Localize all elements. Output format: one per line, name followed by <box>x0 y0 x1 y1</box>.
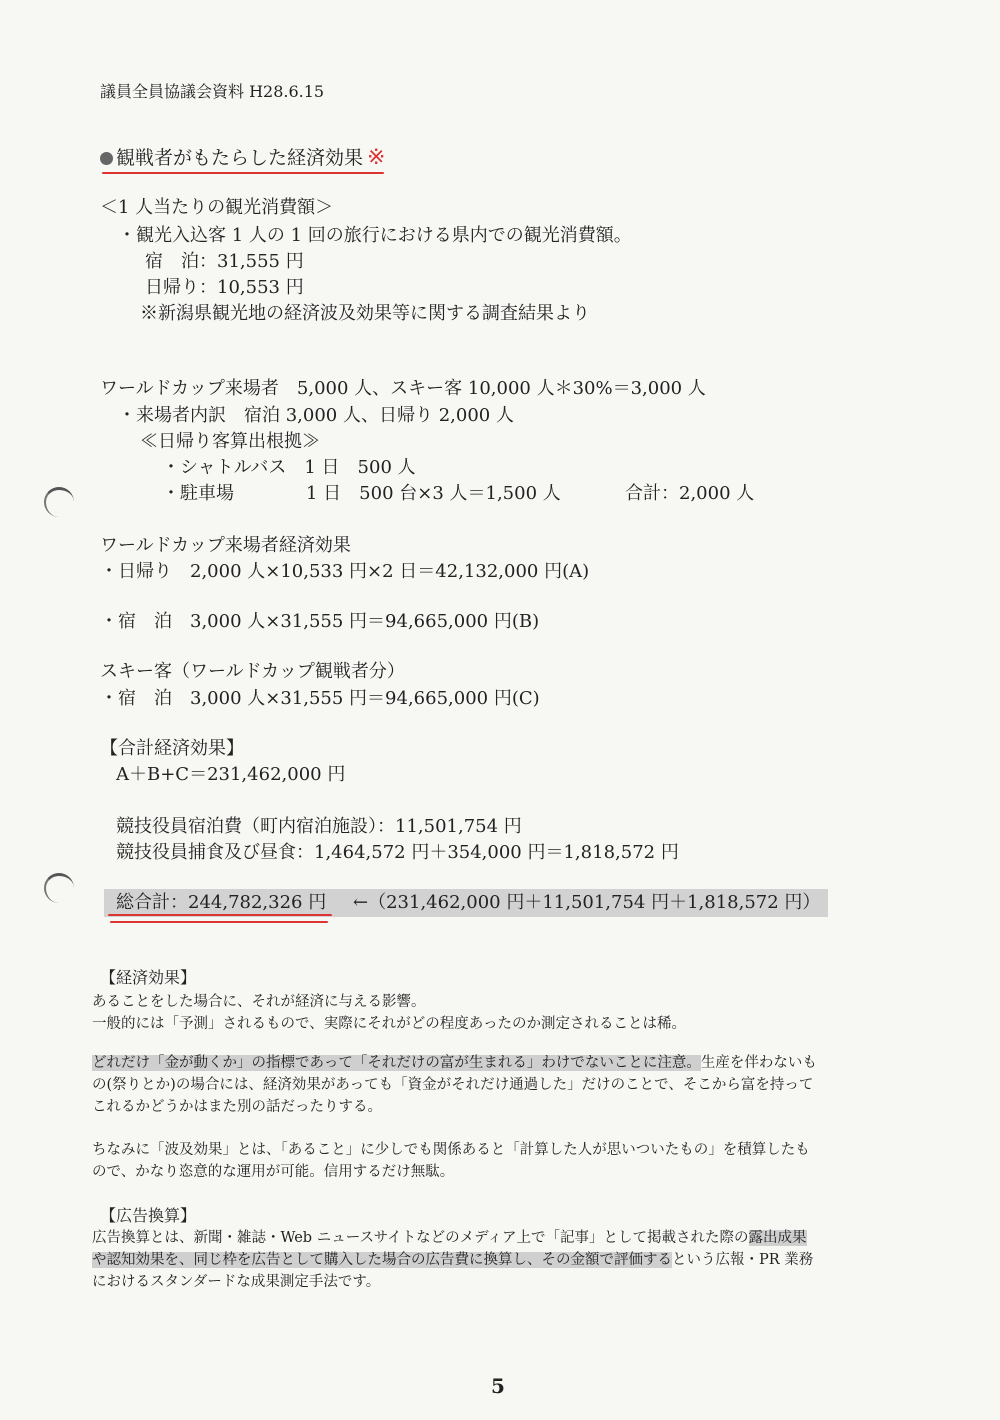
econ-line3 <box>92 1053 817 1073</box>
page-number: 5 <box>491 1374 505 1398</box>
ad-line2-rest: という広報・PR 業務 <box>672 1252 814 1268</box>
ski-stay: ・宿 泊 3,000 人×31,555 円＝94,665,000 円(C) <box>100 688 540 709</box>
per-person-desc: ・観光入込客 1 人の 1 回の旅行における県内での観光消費額。 <box>118 225 632 246</box>
econ-line2: 一般的には「予測」されるもので、実際にそれがどの程度あったのか測定されることは稀。 <box>92 1016 687 1032</box>
ad-line2 <box>92 1250 813 1270</box>
per-person-source: ※新潟県観光地の経済波及効果等に関する調査結果より <box>140 303 590 324</box>
visitors-total: 合計：2,000 人 <box>625 483 755 504</box>
econ-line3-rest: 生産を伴わないも <box>700 1055 817 1071</box>
ad-line1 <box>92 1228 807 1248</box>
officials-stay: 競技役員宿泊費（町内宿泊施設）：11,501,754 円 <box>116 816 522 837</box>
binder-hole-bottom <box>44 873 74 903</box>
grand-total-underline-1 <box>108 914 332 916</box>
ad-line2-highlight: や認知効果を、同じ枠を広告として購入した場合の広告費に換算し、その金額で評価する <box>92 1252 672 1268</box>
econ-line1: あることをした場合に、それが経済に与える影響。 <box>92 994 426 1010</box>
econ-line6: ちなみに「波及効果」とは、「あること」に少しでも関係あると「計算した人が思いついたもの」を積算したも <box>92 1142 810 1158</box>
per-person-heading: ＜1 人当たりの観光消費額＞ <box>100 197 334 218</box>
title-text: 観戦者がもたらした経済効果 <box>116 147 364 169</box>
econ-line4: の(祭りとか)の場合には、経済効果があっても「資金がそれだけ通過した」だけのことで、そこから富を持って <box>92 1077 814 1093</box>
visitors-parking: ・駐車場 1 日 500 台×3 人＝1,500 人 <box>162 483 561 504</box>
econ-line5: これるかどうかはまた別の話だったりする。 <box>92 1099 382 1115</box>
ad-line1-highlight: 露出成果 <box>748 1230 807 1246</box>
title-underline <box>102 172 384 174</box>
wc-effect-stay: ・宿 泊 3,000 人×31,555 円＝94,665,000 円(B) <box>100 611 540 632</box>
ad-heading: 【広告換算】 <box>100 1206 197 1225</box>
asterisk-mark: ※ <box>367 145 386 170</box>
wc-effect-day: ・日帰り 2,000 人×10,533 円×2 日＝42,132,000 円(A) <box>100 561 590 582</box>
grand-total: 総合計：244,782,326 円 <box>116 892 327 913</box>
doc-title <box>100 146 385 170</box>
bullet-circle-icon <box>100 152 113 165</box>
visitors-basis: ≪日帰り客算出根拠≫ <box>140 431 320 452</box>
per-person-day: 日帰り：10,553 円 <box>145 277 304 298</box>
econ-line7: ので、かなり恣意的な運用が可能。信用するだけ無駄。 <box>92 1164 455 1180</box>
sum-heading: 【合計経済効果】 <box>100 738 244 759</box>
visitors-line2: ・来場者内訳 宿泊 3,000 人、日帰り 2,000 人 <box>118 405 514 426</box>
ski-heading: スキー客（ワールドカップ観戦者分） <box>100 661 405 682</box>
visitors-bus: ・シャトルバス 1 日 500 人 <box>162 457 416 478</box>
wc-effect-heading: ワールドカップ来場者経済効果 <box>100 535 351 556</box>
grand-total-underline-2 <box>110 921 328 923</box>
ad-line3: におけるスタンダードな成果測定手法です。 <box>92 1274 381 1290</box>
econ-heading: 【経済効果】 <box>100 968 197 987</box>
doc-header: 議員全員協議会資料 H28.6.15 <box>100 82 325 101</box>
sum-formula: A＋B+C＝231,462,000 円 <box>116 764 346 785</box>
grand-breakdown: ←（231,462,000 円＋11,501,754 円＋1,818,572 円） <box>353 892 821 913</box>
binder-hole-top <box>44 487 74 517</box>
econ-line3-highlight: どれだけ「金が動くか」の指標であって「それだけの富が生まれる」わけでないことに注意。 <box>92 1055 701 1071</box>
visitors-line1: ワールドカップ来場者 5,000 人、スキー客 10,000 人＊30%＝3,000 人 <box>100 378 706 399</box>
ad-line1-text: 広告換算とは、新聞・雑誌・Web ニュースサイトなどのメディア上で「記事」として掲載された際の <box>92 1230 749 1246</box>
per-person-stay: 宿 泊：31,555 円 <box>145 251 304 272</box>
officials-meal: 競技役員捕食及び昼食：1,464,572 円＋354,000 円＝1,818,572 円 <box>116 842 679 863</box>
